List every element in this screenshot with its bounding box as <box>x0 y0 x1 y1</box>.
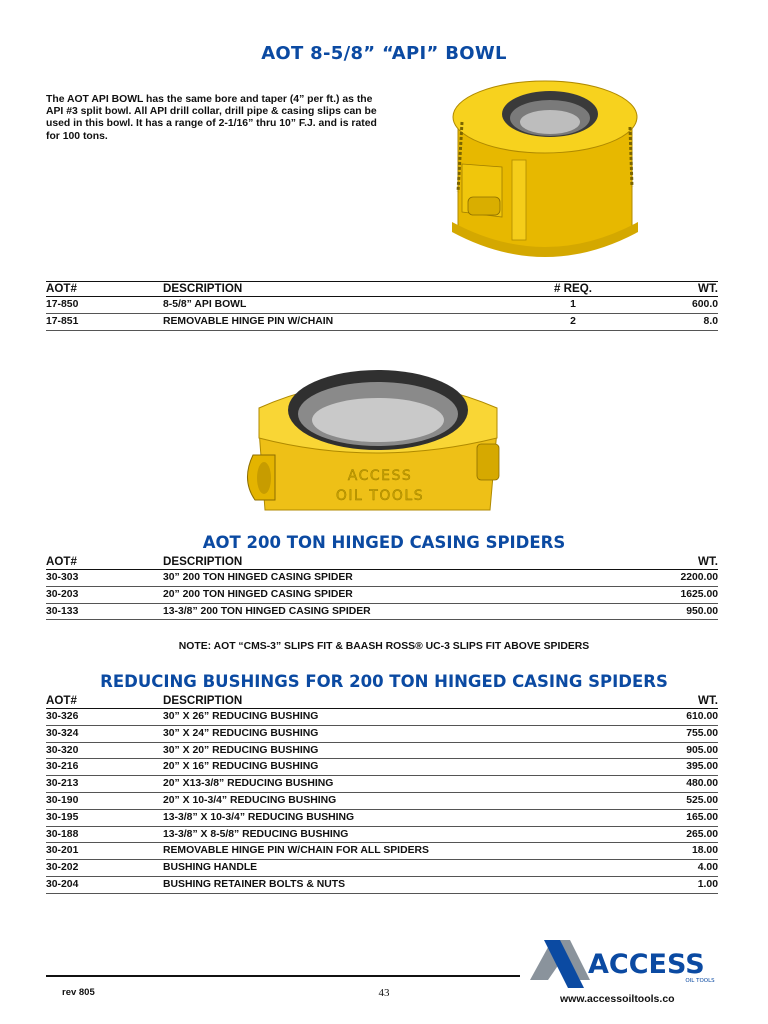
table-row <box>46 709 718 726</box>
part-description: 30” X 20” REDUCING BUSHING <box>163 742 618 759</box>
part-number: 30-203 <box>46 586 163 603</box>
bushings-section-title: REDUCING BUSHINGS FOR 200 TON HINGED CASING SPIDERS <box>100 672 668 691</box>
part-number: 30-190 <box>46 792 163 809</box>
spiders-section-title: AOT 200 TON HINGED CASING SPIDERS <box>202 533 566 552</box>
part-req: 2 <box>523 313 623 330</box>
part-description: 13-3/8” 200 TON HINGED CASING SPIDER <box>163 603 618 620</box>
bowl-section-title: AOT 8-5/8” “API” BOWL <box>261 43 507 64</box>
part-weight: 2200.00 <box>618 570 718 587</box>
part-description: 30” X 24” REDUCING BUSHING <box>163 725 618 742</box>
part-weight: 950.00 <box>618 603 718 620</box>
api-bowl-image <box>440 72 650 257</box>
part-description: 20” X 16” REDUCING BUSHING <box>163 759 618 776</box>
bowl-description: The AOT API BOWL has the same bore and taper (4” per ft.) as the API #3 split bowl. All API drill collar, drill pipe & casing slips can be used in this bowl. It has a range of 2-1/16” thru 10” F.J. and is rated for 100 tons. <box>46 94 377 142</box>
table-header-row <box>46 555 718 570</box>
table-row <box>46 603 718 620</box>
table-row <box>46 742 718 759</box>
slips-note: NOTE: AOT “CMS-3” SLIPS FIT & BAASH ROSS® UC-3 SLIPS FIT ABOVE SPIDERS <box>178 641 590 652</box>
table-row <box>46 759 718 776</box>
part-number: 30-188 <box>46 826 163 843</box>
part-description: 20” X 10-3/4” REDUCING BUSHING <box>163 792 618 809</box>
table-header-row <box>46 282 718 297</box>
col-header-description: DESCRIPTION <box>163 555 618 570</box>
part-description: BUSHING HANDLE <box>163 860 618 877</box>
website-link[interactable]: www.accessoiltools.co <box>560 993 675 1005</box>
table-row <box>46 297 718 314</box>
part-weight: 8.0 <box>623 313 718 330</box>
part-weight: 265.00 <box>618 826 718 843</box>
table-row <box>46 792 718 809</box>
part-number: 30-213 <box>46 776 163 793</box>
table-row <box>46 876 718 893</box>
part-description: BUSHING RETAINER BOLTS & NUTS <box>163 876 618 893</box>
part-description: 13-3/8” X 8-5/8” REDUCING BUSHING <box>163 826 618 843</box>
part-number: 30-324 <box>46 725 163 742</box>
part-weight: 395.00 <box>618 759 718 776</box>
col-header-description: DESCRIPTION <box>163 282 523 297</box>
col-header-aot: AOT# <box>46 694 163 709</box>
table-row <box>46 843 718 860</box>
part-weight: 905.00 <box>618 742 718 759</box>
part-number: 30-195 <box>46 809 163 826</box>
spider-stamp-line1: ACCESS <box>347 468 413 484</box>
col-header-aot: AOT# <box>46 282 163 297</box>
part-weight: 480.00 <box>618 776 718 793</box>
bushings-table <box>46 694 718 894</box>
part-description: 20” 200 TON HINGED CASING SPIDER <box>163 586 618 603</box>
table-row <box>46 313 718 330</box>
part-description: 8-5/8” API BOWL <box>163 297 523 314</box>
part-weight: 165.00 <box>618 809 718 826</box>
table-header-row <box>46 694 718 709</box>
table-row <box>46 586 718 603</box>
col-header-aot: AOT# <box>46 555 163 570</box>
spiders-table <box>46 555 718 620</box>
part-number: 30-202 <box>46 860 163 877</box>
part-weight: 610.00 <box>618 709 718 726</box>
part-weight: 1625.00 <box>618 586 718 603</box>
col-header-req: # REQ. <box>523 282 623 297</box>
col-header-description: DESCRIPTION <box>163 694 618 709</box>
table-row <box>46 776 718 793</box>
part-description: REMOVABLE HINGE PIN W/CHAIN FOR ALL SPIDERS <box>163 843 618 860</box>
part-number: 30-320 <box>46 742 163 759</box>
part-description: 13-3/8” X 10-3/4” REDUCING BUSHING <box>163 809 618 826</box>
part-number: 30-133 <box>46 603 163 620</box>
table-row <box>46 725 718 742</box>
part-number: 17-850 <box>46 297 163 314</box>
part-description: 30” X 26” REDUCING BUSHING <box>163 709 618 726</box>
table-row <box>46 570 718 587</box>
part-number: 30-326 <box>46 709 163 726</box>
logo-subtext: OIL TOOLS <box>685 978 715 984</box>
col-header-wt: WT. <box>623 282 718 297</box>
part-number: 30-216 <box>46 759 163 776</box>
col-header-wt: WT. <box>618 694 718 709</box>
part-description: 30” 200 TON HINGED CASING SPIDER <box>163 570 618 587</box>
table-row <box>46 860 718 877</box>
table-row <box>46 809 718 826</box>
part-number: 17-851 <box>46 313 163 330</box>
col-header-wt: WT. <box>618 555 718 570</box>
part-number: 30-204 <box>46 876 163 893</box>
part-weight: 18.00 <box>618 843 718 860</box>
part-number: 30-201 <box>46 843 163 860</box>
part-weight: 525.00 <box>618 792 718 809</box>
part-weight: 600.0 <box>623 297 718 314</box>
part-description: 20” X13-3/8” REDUCING BUSHING <box>163 776 618 793</box>
part-weight: 755.00 <box>618 725 718 742</box>
logo-wordmark: ACCESS <box>588 949 705 980</box>
part-weight: 1.00 <box>618 876 718 893</box>
part-number: 30-303 <box>46 570 163 587</box>
spider-stamp-line2: OIL TOOLS <box>335 488 425 504</box>
footer-rule <box>46 975 520 977</box>
table-row <box>46 826 718 843</box>
revision-label: rev 805 <box>62 987 95 998</box>
bowl-parts-table <box>46 281 718 331</box>
casing-spider-image <box>245 360 510 525</box>
page-number: 43 <box>378 987 390 999</box>
part-description: REMOVABLE HINGE PIN W/CHAIN <box>163 313 523 330</box>
part-req: 1 <box>523 297 623 314</box>
part-weight: 4.00 <box>618 860 718 877</box>
